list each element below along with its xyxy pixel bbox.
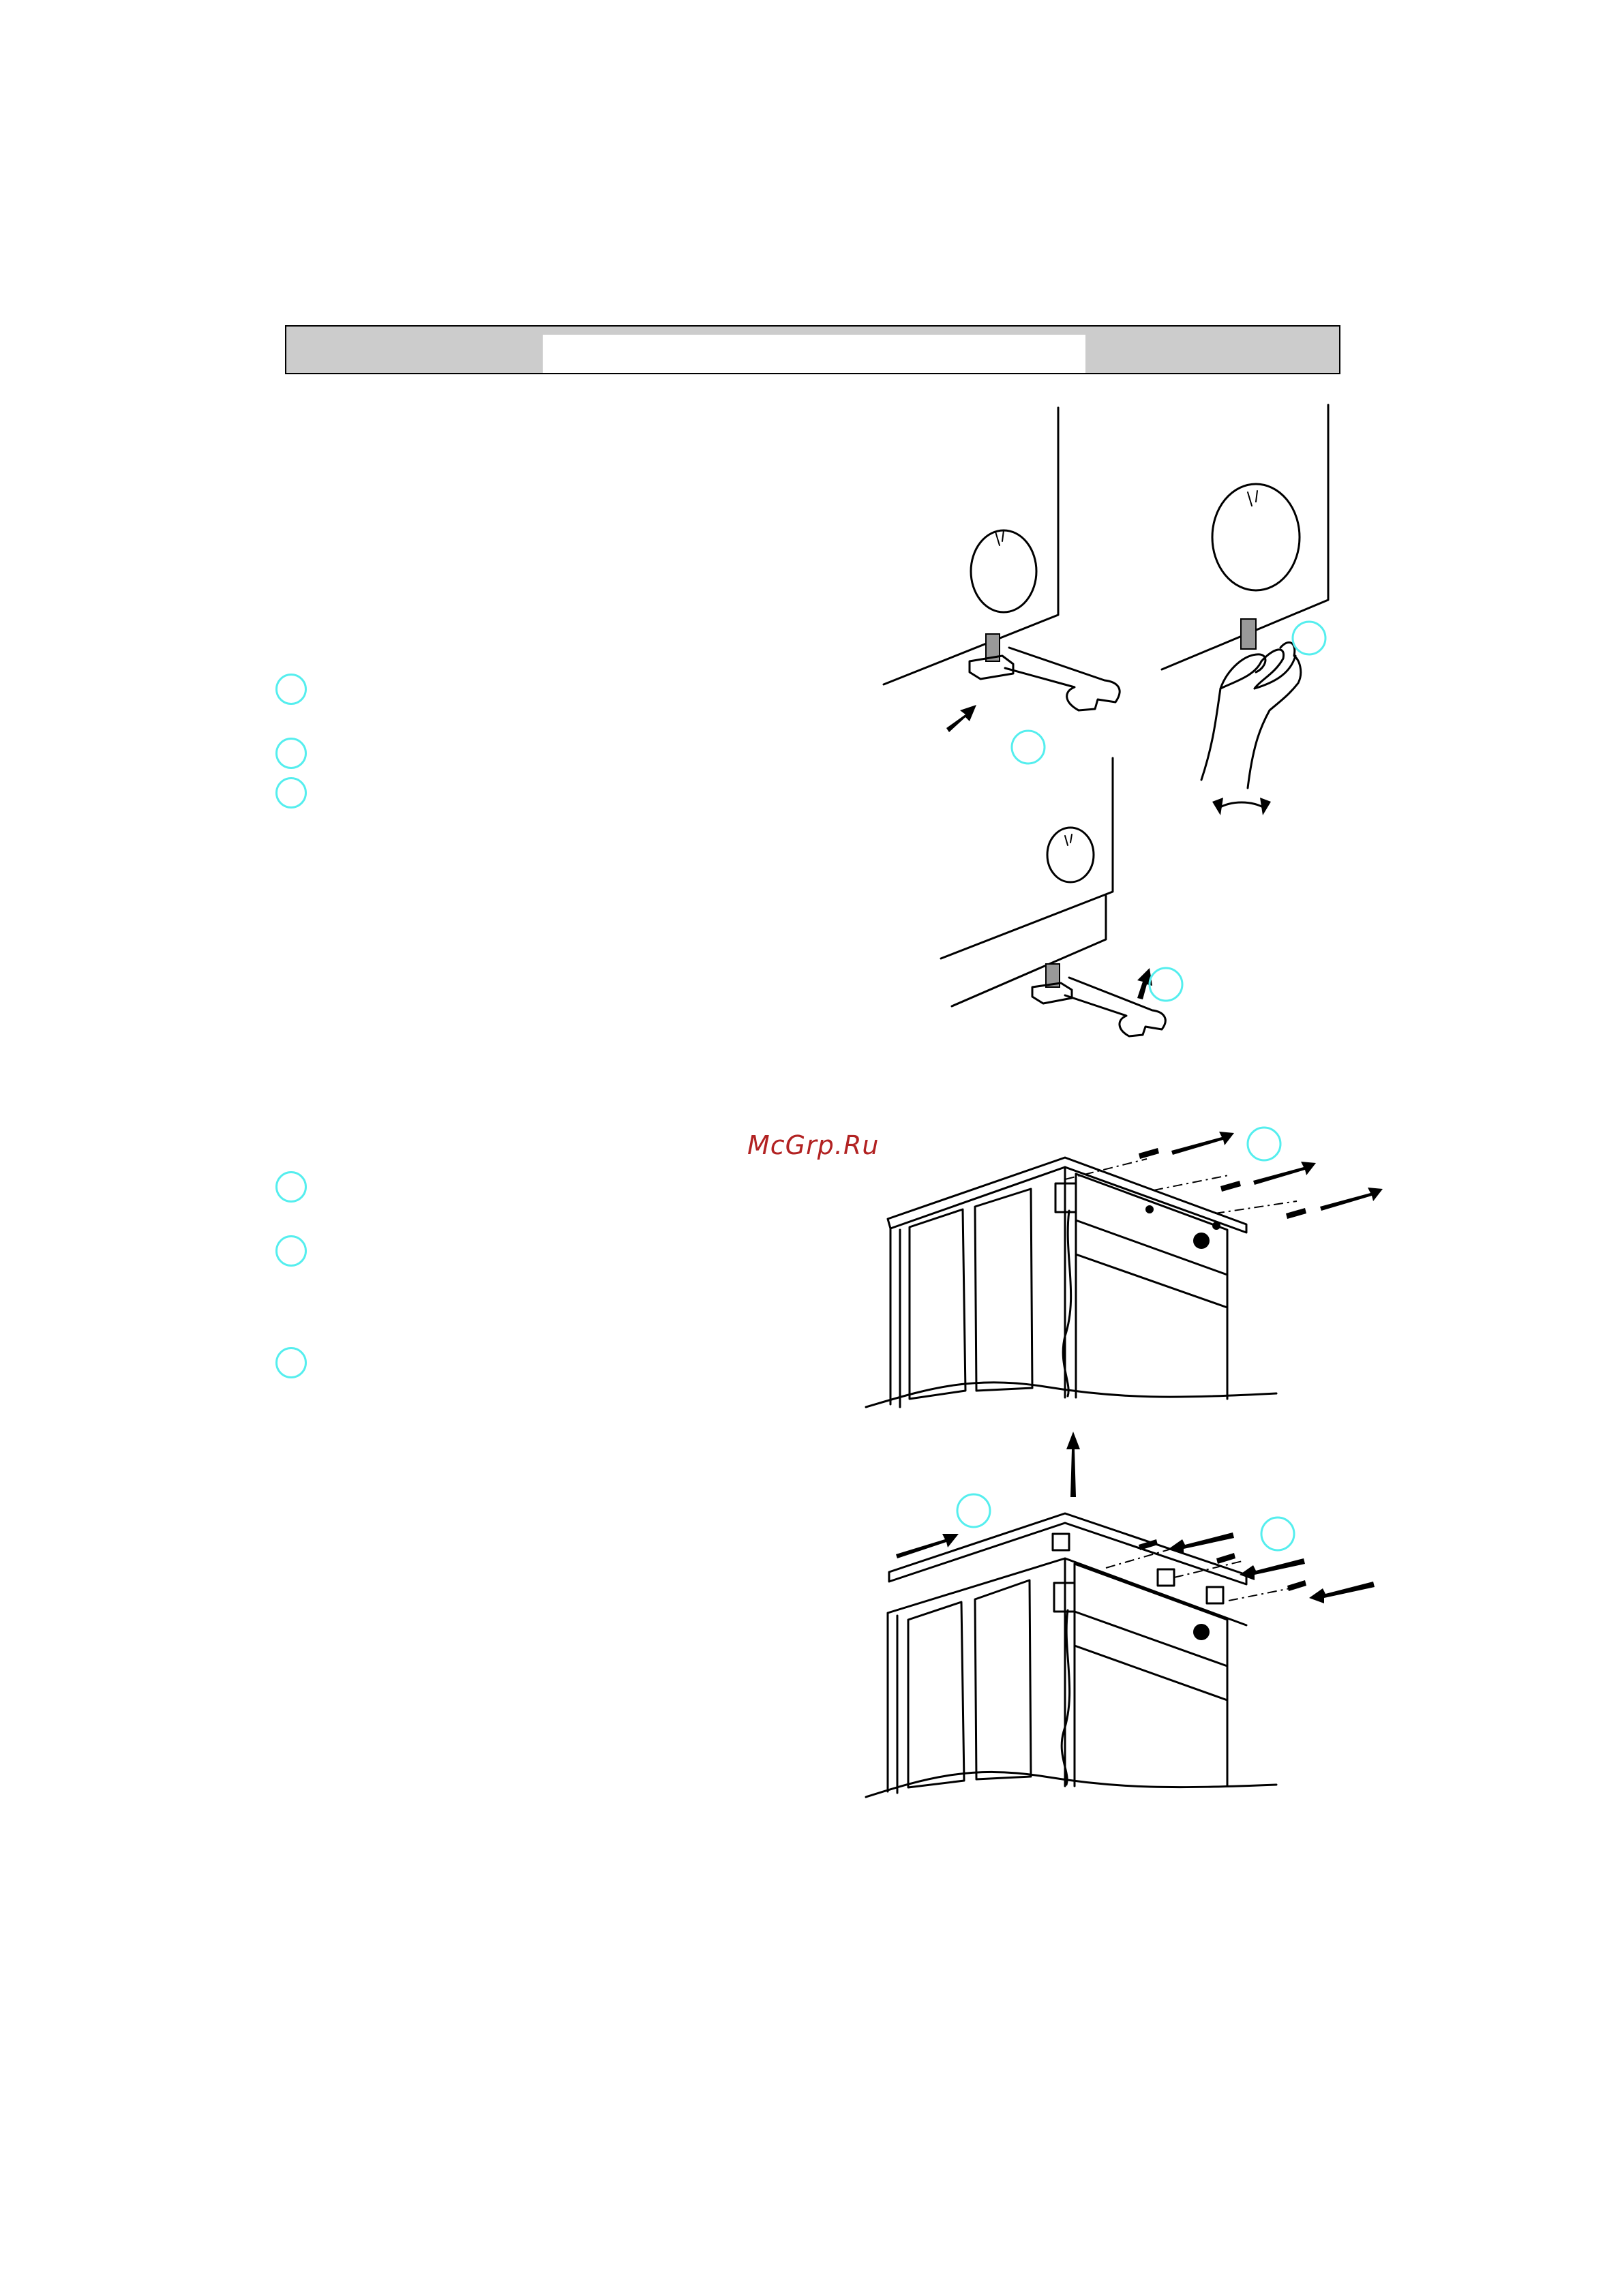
step-marker-1 bbox=[275, 674, 307, 705]
watermark: McGrp.Ru bbox=[747, 1130, 880, 1160]
cabinet-top-mounting-figure bbox=[860, 1432, 1392, 1807]
step-marker-3 bbox=[275, 777, 307, 809]
cabinet-top-removal-figure bbox=[860, 1118, 1392, 1418]
step-marker-5 bbox=[275, 1235, 307, 1267]
foot-wrench-tighten-figure bbox=[938, 755, 1211, 1069]
header-title-box bbox=[543, 335, 1085, 373]
step-marker-2 bbox=[275, 738, 307, 769]
foot-wrench-loosen-figure bbox=[859, 402, 1145, 770]
header-bar bbox=[285, 325, 1340, 374]
step-marker-4 bbox=[275, 1171, 307, 1203]
step-marker-6 bbox=[275, 1347, 307, 1378]
